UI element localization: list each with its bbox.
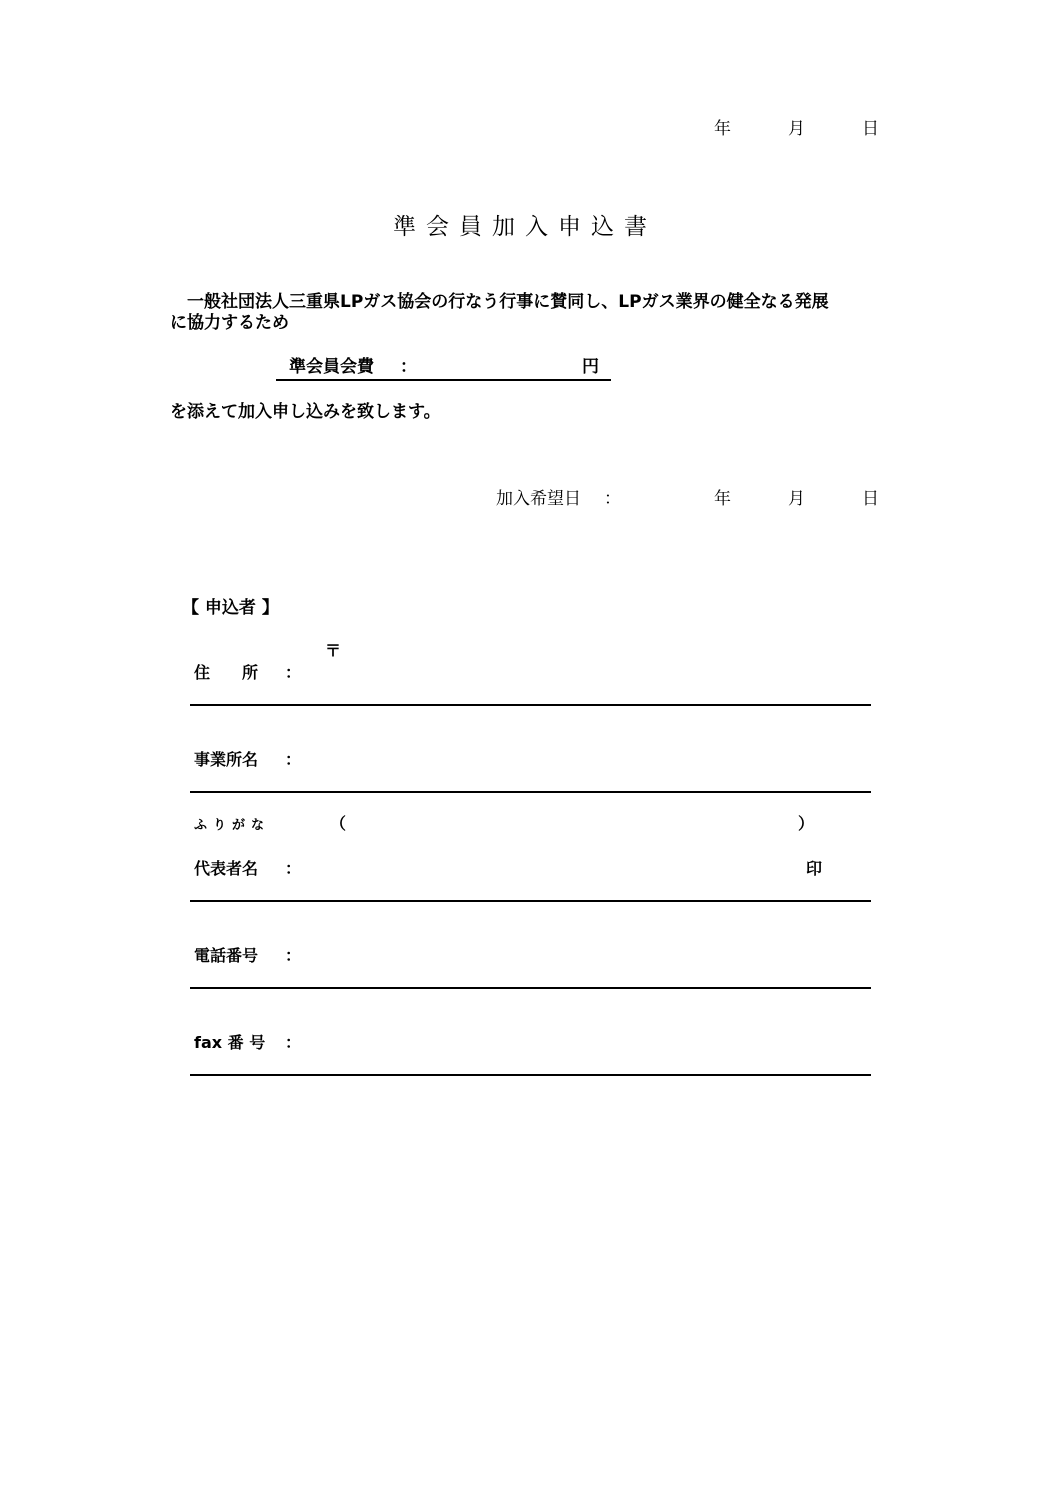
furigana-open-paren: （ [330,814,347,833]
representative-colon: ： [285,859,302,878]
representative-label: 代表者名 [194,859,259,878]
header-date-day: 日 [862,119,879,139]
intro-line-2: に協力するため [170,313,289,333]
furigana-label: ふりがな [194,818,271,833]
fee-underline [276,379,611,381]
address-colon: ： [285,663,302,682]
seal-mark: 印 [806,859,823,878]
address-field-line[interactable] [190,704,871,706]
fax-label: fax 番 号 [194,1033,266,1052]
fee-label: 準会員会費 [289,357,374,377]
applicant-heading: 【 申込者 】 [182,598,279,618]
fee-colon: ： [400,357,417,377]
join-date-label: 加入希望日 [496,489,581,509]
furigana-close-paren: ） [798,814,815,833]
phone-field-line[interactable] [190,987,871,989]
intro-line-1: 一般社団法人三重県LPガス協会の行なう行事に賛同し、LPガス業界の健全なる発展 [187,292,829,312]
fee-unit: 円 [582,357,599,377]
business-field-line[interactable] [190,791,871,793]
business-label: 事業所名 [194,750,259,769]
fax-field-line[interactable] [190,1074,871,1076]
phone-label: 電話番号 [194,946,259,965]
document-title: 準会員加入申込書 [393,214,657,240]
postal-mark: 〒 [325,641,342,660]
fax-colon: ： [285,1033,302,1052]
header-date-month: 月 [788,119,805,139]
closing-sentence: を添えて加入申し込みを致します。 [170,402,441,422]
join-date-colon: ： [604,489,621,509]
join-date-month: 月 [788,489,805,509]
join-date-day: 日 [862,489,879,509]
representative-field-line[interactable] [190,900,871,902]
business-colon: ： [285,750,302,769]
join-date-year: 年 [714,489,731,509]
phone-colon: ： [285,946,302,965]
address-label: 住 所 [194,663,259,682]
header-date-year: 年 [714,119,731,139]
